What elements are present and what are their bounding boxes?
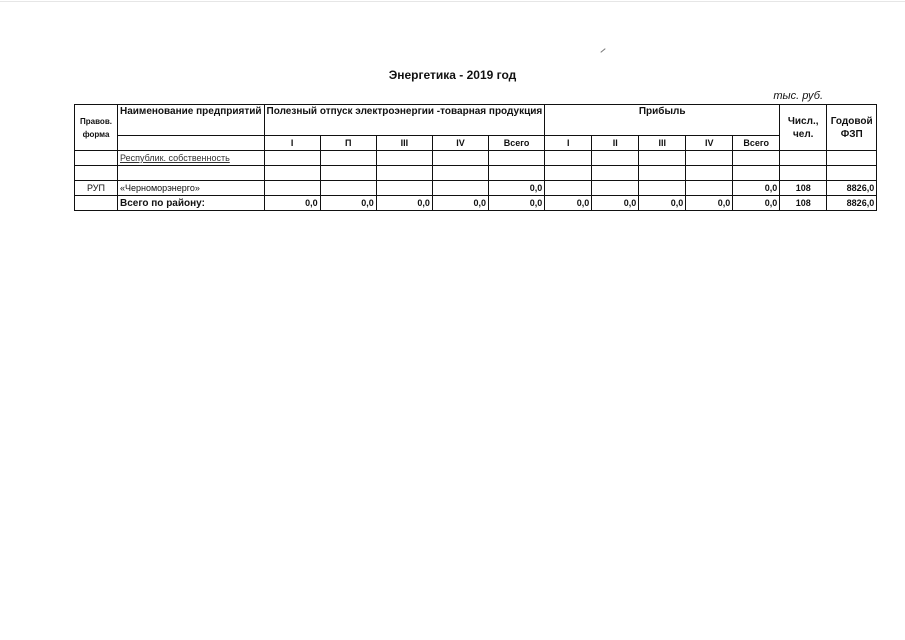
row-staff: 108: [780, 181, 827, 196]
document-title: Энергетика - 2019 год: [388, 68, 517, 82]
header-supply-group: Полезный отпуск электроэнергии -товарная продукция: [264, 105, 545, 136]
row-profit-q3: [639, 181, 686, 196]
total-profit-q2: 0,0: [592, 196, 639, 211]
empty-cell: [118, 166, 265, 181]
empty-cell: [432, 151, 488, 166]
header-name: Наименование предприятий: [118, 105, 265, 136]
empty-cell: [376, 151, 432, 166]
empty-cell: [780, 151, 827, 166]
total-profit-q1: 0,0: [545, 196, 592, 211]
empty-cell: [639, 166, 686, 181]
empty-cell: [545, 151, 592, 166]
report-table: [74, 104, 877, 211]
total-profit-q3: 0,0: [639, 196, 686, 211]
units-label: тыс. руб.: [773, 90, 823, 102]
header-row-2: [75, 136, 877, 151]
row-supply-q1: [264, 181, 320, 196]
empty-cell: [489, 166, 545, 181]
row-supply-total: 0,0: [489, 181, 545, 196]
empty-cell: [489, 151, 545, 166]
empty-cell: [320, 166, 376, 181]
pen-mark: [600, 48, 605, 53]
row-supply-q4: [432, 181, 488, 196]
empty-cell: [733, 151, 780, 166]
total-supply-q4: 0,0: [432, 196, 488, 211]
total-staff: 108: [780, 196, 827, 211]
total-profit-total: 0,0: [733, 196, 780, 211]
section-form-cell: [75, 151, 118, 166]
row-profit-q1: [545, 181, 592, 196]
header-profit-q2: II: [592, 136, 639, 151]
header-supply-total: Всего: [489, 136, 545, 151]
empty-cell: [592, 151, 639, 166]
header-profit-q3: III: [639, 136, 686, 151]
header-supply-q3: III: [376, 136, 432, 151]
empty-cell: [75, 196, 118, 211]
header-staff: Числ., чел.: [780, 105, 827, 151]
header-row-1: [75, 105, 877, 136]
row-fzp: 8826,0: [827, 181, 877, 196]
empty-cell: [827, 151, 877, 166]
row-profit-total: 0,0: [733, 181, 780, 196]
row-profit-q4: [686, 181, 733, 196]
empty-cell: [376, 166, 432, 181]
total-supply-q3: 0,0: [376, 196, 432, 211]
empty-cell: [686, 166, 733, 181]
header-fzp: Годовой ФЗП: [827, 105, 877, 151]
empty-cell: [320, 151, 376, 166]
blank-row: [75, 166, 877, 181]
empty-cell: [545, 166, 592, 181]
header-profit-q1: I: [545, 136, 592, 151]
row-supply-q3: [376, 181, 432, 196]
row-form: РУП: [75, 181, 118, 196]
row-name: «Черноморэнерго»: [118, 181, 265, 196]
section-label: Республик. собственность: [118, 151, 265, 166]
empty-cell: [264, 166, 320, 181]
total-profit-q4: 0,0: [686, 196, 733, 211]
total-row: [75, 196, 877, 211]
empty-cell: [264, 151, 320, 166]
empty-cell: [75, 166, 118, 181]
row-profit-q2: [592, 181, 639, 196]
empty-cell: [780, 166, 827, 181]
page-top-edge: [0, 1, 905, 2]
total-supply-total: 0,0: [489, 196, 545, 211]
header-profit-total: Всего: [733, 136, 780, 151]
header-profit-group: Прибыль: [545, 105, 780, 136]
empty-cell: [639, 151, 686, 166]
empty-cell: [733, 166, 780, 181]
empty-cell: [827, 166, 877, 181]
header-name-blank: [118, 136, 265, 151]
header-supply-q4: IV: [432, 136, 488, 151]
header-form: Правов. форма: [75, 105, 118, 151]
section-row: [75, 151, 877, 166]
empty-cell: [686, 151, 733, 166]
total-fzp: 8826,0: [827, 196, 877, 211]
header-supply-q2: П: [320, 136, 376, 151]
total-label: Всего по району:: [118, 196, 265, 211]
header-profit-q4: IV: [686, 136, 733, 151]
total-supply-q2: 0,0: [320, 196, 376, 211]
empty-cell: [592, 166, 639, 181]
header-supply-q1: I: [264, 136, 320, 151]
table-row: [75, 181, 877, 196]
empty-cell: [432, 166, 488, 181]
row-supply-q2: [320, 181, 376, 196]
total-supply-q1: 0,0: [264, 196, 320, 211]
